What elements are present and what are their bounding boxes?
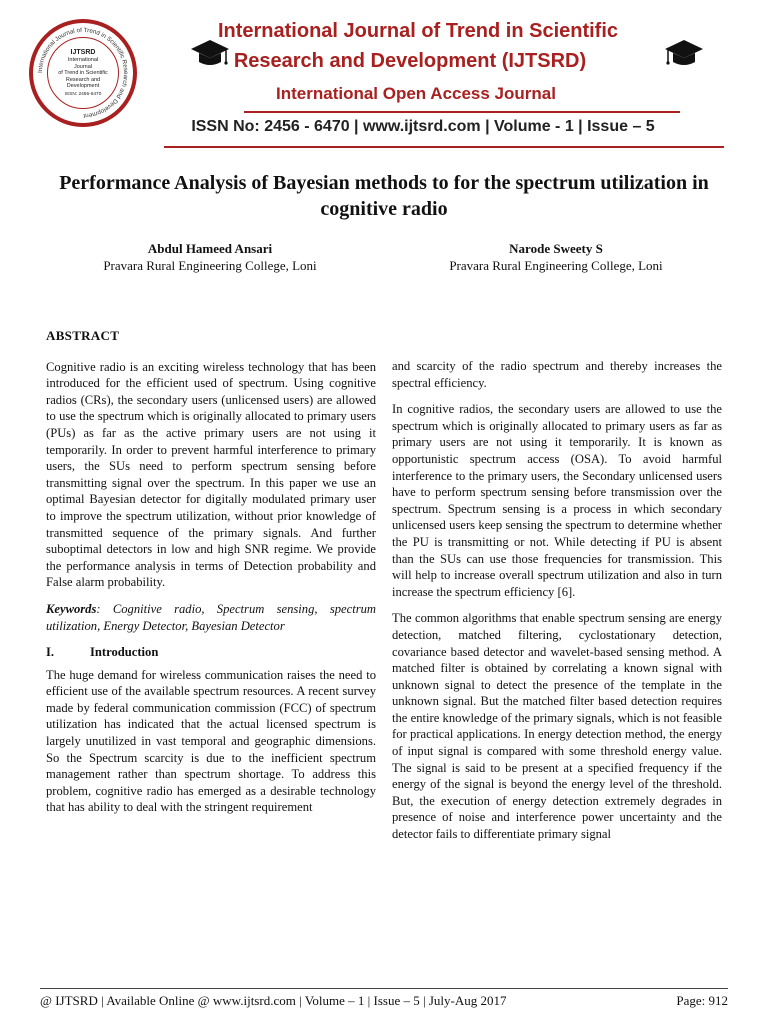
- author-affiliation: Pravara Rural Engineering College, Loni: [449, 258, 663, 273]
- paragraph: The common algorithms that enable spectrum sensing are energy detection, matched filtering, cyclostationary detection, covariance based detector and wavelet-based sensing method. A matched filter is obtained by correlating a known signal with unknown signal to detect the presence of the template in the unknown signal. But the matched filter based detection requires the entire knowledge of the primary signals, which is not feasible for practical applications. In energy detection method, the energy of input signal is compared with some threshold energy value. The signal is said to be present at a specified frequency if the energy of the signal is beyond the energy level of the threshold. But, the execution of energy detection extremely degrades in presence of noise and interference power uncertainty and the detector fails to differentiate primary signal: [392, 611, 722, 842]
- keywords-label: Keywords: [46, 601, 97, 616]
- section-heading: [46, 644, 376, 661]
- footer-citation: @ IJTSRD | Available Online @ www.ijtsrd.com | Volume – 1 | Issue – 5 | July-Aug 2017: [40, 993, 507, 1008]
- abstract-heading: ABSTRACT: [46, 328, 120, 343]
- logo-line: of Trend in Scientific: [58, 70, 108, 76]
- logo-line: International: [67, 57, 99, 63]
- logo-ring-text: International Journal of Trend in Scientific Research and Development: [36, 26, 130, 120]
- section-number: I.: [46, 645, 55, 660]
- intro-text: The huge demand for wireless communication raises the need to efficient use of the available spectrum resources. A recent survey made by federal communication commission (FCC) of spectrum utilization has indicated that the actual licensed spectrum is largely unutilized in vast temporal and geographic dimensions. So the Spectrum scarcity is due to the inefficient spectrum management rather than spectrum shortage. To address this problem, cognitive radio has emerged as a desirable technology that has ability to deal with the stringent requirement: [46, 667, 376, 815]
- header-divider: [244, 111, 680, 113]
- page-number: Page: 912: [676, 993, 728, 1008]
- author-block: [386, 240, 726, 274]
- logo-issn: ISSN: 2456-6470: [64, 91, 102, 97]
- right-column: [392, 358, 722, 853]
- abstract-text: Cognitive radio is an exciting wireless technology that has been introduced for the efficient used of spectrum. Using cognitive radios (CRs), the secondary users (unlicensed users) are allowed to use the spectrum which is originally allocated to primary users (PUs) as far as the active primary users are not using it temporarily. In order to prevent harmful interference to primary users, the SUs need to perform spectrum sensing before transmitting signal over the spectrum. In this paper we use an optimal Bayesian detector for digitally modulated primary user to improve the spectrum utilization, without prior knowledge of transmitted sequence of the primary signals. And further suboptimal detectors in low and high SNR regime. We provide the performance analysis in terms of Detection probability and False alarm probability.: [46, 359, 376, 590]
- keywords-text: : Cognitive radio, Spectrum sensing, spectrum utilization, Energy Detector, Bayesian Detector: [46, 601, 376, 633]
- author-name: Abdul Hameed Ansari: [147, 241, 273, 256]
- logo-line: Development: [66, 83, 100, 89]
- keywords: [46, 601, 376, 634]
- journal-header: [0, 0, 768, 160]
- issn-line: ISSN No: 2456 - 6470 | www.ijtsrd.com | Volume - 1 | Issue – 5: [191, 118, 655, 135]
- logo-line: Journal: [73, 63, 93, 70]
- header-divider: [164, 146, 724, 148]
- footer-divider: [40, 988, 728, 989]
- author-affiliation: Pravara Rural Engineering College, Loni: [103, 258, 317, 273]
- logo-brand: IJTSRD: [70, 49, 96, 56]
- paragraph: and scarcity of the radio spectrum and thereby increases the spectral efficiency.: [392, 359, 722, 390]
- author-block: [40, 240, 380, 274]
- page-footer: [40, 993, 728, 1009]
- paragraph: In cognitive radios, the secondary users are allowed to use the spectrum which is originally allocated to primary users as far as primary users are not using it temporarily. It is known as opportunistic spectrum access (OSA). To avoid harmful interference to the primary users, the Secondary unlicensed users have to perform spectrum sensing before transmission over the spectrum. Spectrum sensing is a process in which secondary unlicensed users keep sensing the spectrum to determine whether the PU is transmitting or not. While detecting if PU is absent than the SUs can use those frequencies for transmission. This will help to increase overall spectrum utilization and also in turn increase the spectrum efficiency [6].: [392, 402, 722, 599]
- paper-title: Performance Analysis of Bayesian methods to for the spectrum utilization in cognitive radio: [59, 172, 709, 220]
- logo-line: Research and: [65, 76, 101, 83]
- author-name: Narode Sweety S: [509, 241, 603, 256]
- journal-name-line2: Research and Development (IJTSRD): [233, 50, 587, 72]
- journal-name-line1: International Journal of Trend in Scientific: [217, 20, 619, 42]
- section-title: Introduction: [90, 645, 159, 660]
- left-column: [46, 328, 376, 826]
- journal-subtitle: International Open Access Journal: [276, 84, 556, 103]
